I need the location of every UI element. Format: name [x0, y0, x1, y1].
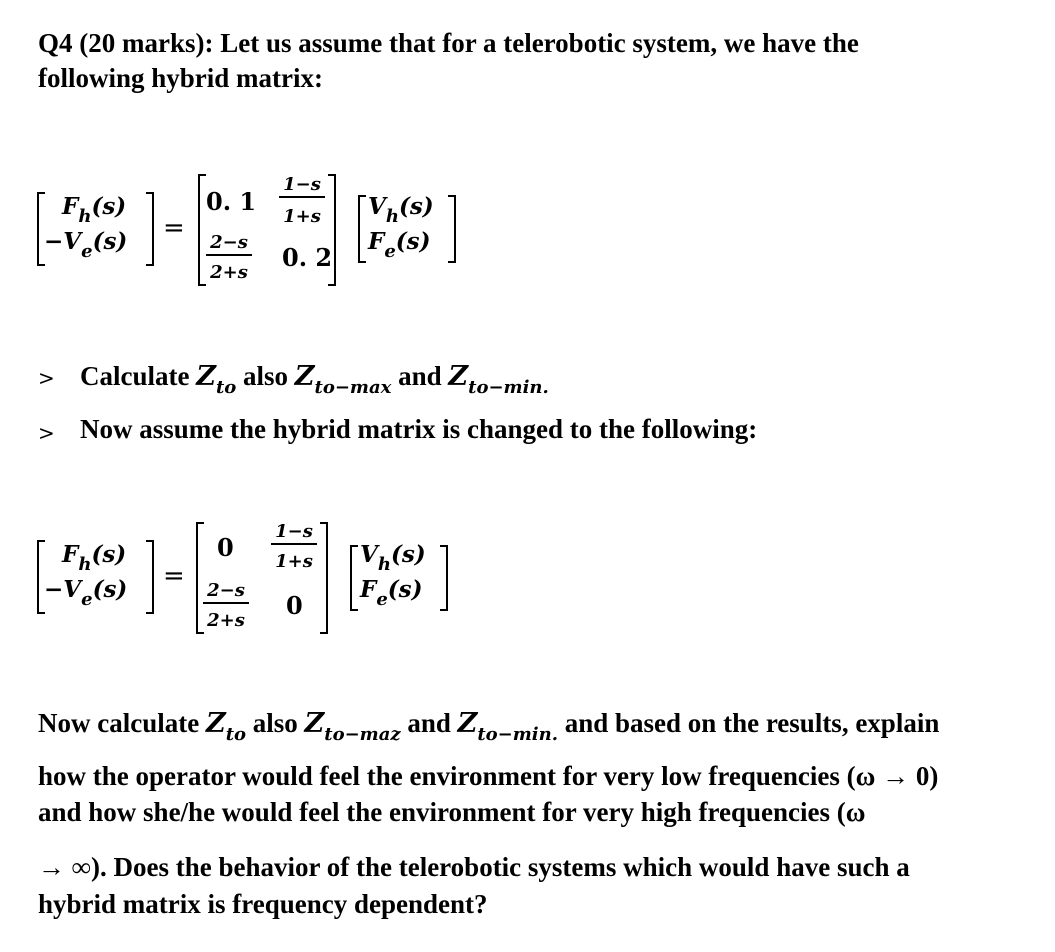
h22-entry-2: 0 — [286, 591, 303, 620]
final-line-3: and how she/he would feel the environment for very high frequencies (ω — [38, 797, 866, 827]
h11-entry-2: 0 — [217, 533, 234, 562]
lhs-bottom-entry: $-V_e(s)$ — [44, 228, 128, 262]
equals-sign-2: = — [163, 561, 185, 591]
h21-denominator-2: 2+s — [207, 610, 245, 631]
hybrid-left-bracket — [198, 174, 206, 286]
hybrid-right-bracket — [328, 174, 336, 286]
rhs-right-bracket — [448, 195, 456, 263]
rhs2-top-entry: $V_h(s)$ — [360, 541, 426, 575]
lhs-right-bracket — [146, 192, 154, 266]
h12-fraction — [279, 174, 325, 228]
rhs2-left-bracket — [350, 545, 358, 611]
h12-numerator-2: 1−s — [271, 521, 317, 545]
rhs-bottom-entry: $F_e(s)$ — [368, 228, 431, 262]
h12-numerator: 1−s — [279, 174, 325, 198]
h22-entry: 0. 2 — [282, 243, 333, 272]
question-line-2: following hybrid matrix: — [38, 63, 324, 93]
h12-denominator: 1+s — [283, 206, 321, 227]
h21-numerator-2: 2−s — [203, 580, 249, 604]
rhs2-right-bracket — [440, 545, 448, 611]
lhs2-bottom-entry: $-V_e(s)$ — [44, 576, 128, 610]
lhs-top-entry: $F_h(s)$ — [62, 193, 127, 227]
lhs2-top-entry: $F_h(s)$ — [62, 541, 127, 575]
h21-numerator: 2−s — [206, 232, 252, 256]
bullet-1: Calculate $Z_{to}$ also $Z_{to-max}$ and $Z_{to-min.}$ — [80, 361, 549, 398]
rhs-top-entry: $V_h(s)$ — [368, 193, 434, 227]
h12-fraction-2 — [271, 521, 317, 573]
h21-fraction-2 — [203, 580, 249, 632]
bullet-marker-2: > — [38, 421, 55, 445]
equals-sign: = — [163, 213, 185, 243]
bullet-2: Now assume the hybrid matrix is changed to the following: — [80, 414, 758, 444]
final-line-2: how the operator would feel the environment for very low frequencies (ω → 0) — [38, 761, 939, 791]
final-line-4: → ∞). Does the behavior of the telerobotic systems which would have such a — [38, 852, 910, 882]
h21-denominator: 2+s — [210, 262, 248, 283]
h21-fraction — [206, 232, 252, 284]
bullet-marker-1: > — [38, 366, 55, 390]
rhs-left-bracket — [358, 195, 366, 263]
final-line-5: hybrid matrix is frequency dependent? — [38, 889, 488, 919]
final-line-1: Now calculate $Z_{to}$ also $Z_{to-maz}$ and $Z_{to-min.}$ and based on the results, explain — [38, 708, 940, 745]
lhs2-right-bracket — [146, 540, 154, 614]
question-line-1: Q4 (20 marks): Let us assume that for a telerobotic system, we have the — [38, 28, 859, 58]
h11-entry: 0. 1 — [206, 187, 257, 216]
hybrid2-right-bracket — [320, 522, 328, 634]
h12-denominator-2: 1+s — [275, 551, 313, 572]
rhs2-bottom-entry: $F_e(s)$ — [360, 576, 423, 610]
